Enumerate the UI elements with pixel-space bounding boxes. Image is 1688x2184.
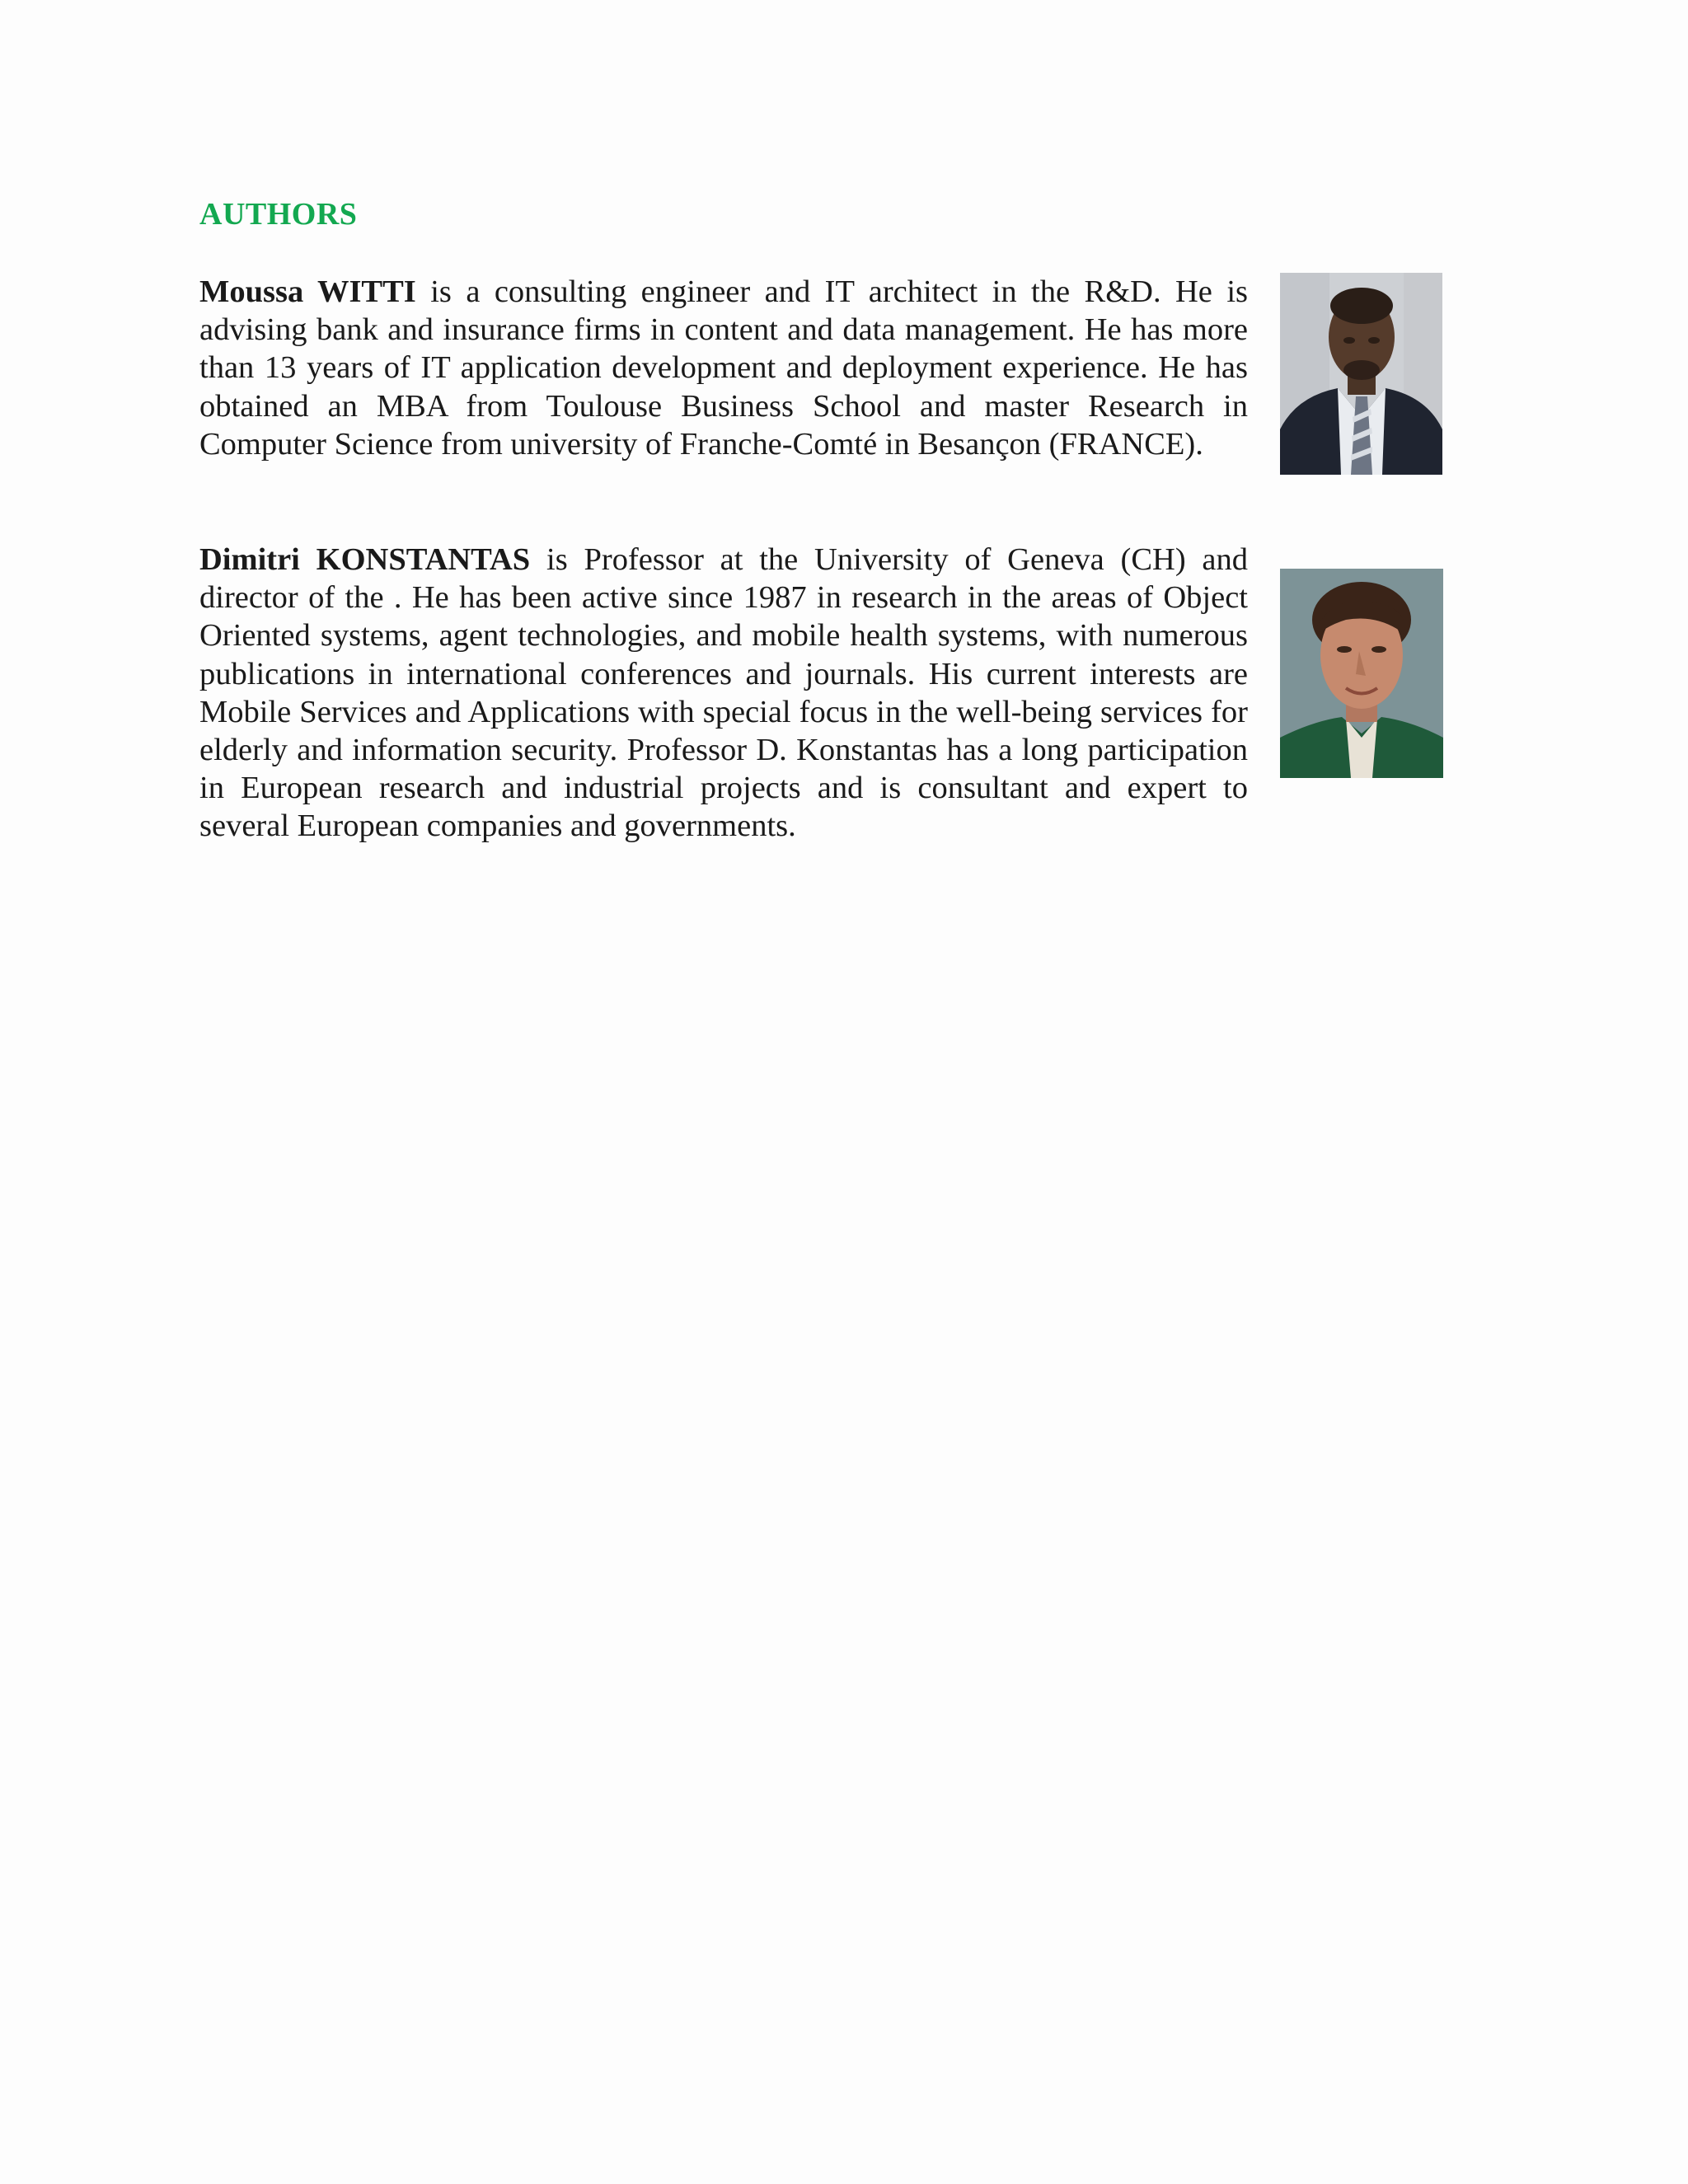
author-name: Dimitri KONSTANTAS — [199, 542, 531, 577]
author-bio-text: is Professor at the University of Geneva (CH) and director of the . He has been active since 1987 in research in the areas of Object Oriented systems, agent technologies, and mobile health systems, with numerous publications in international conferences and journals. His current interests are Mobile Services and Applications with special focus in the well-being services for elderly and information security. Professor D. Konstantas has a long participation in European research and industrial projects and is consultant and expert to several European companies and governments. — [199, 542, 1249, 844]
author-bio-text: is a consulting engineer and IT architect in the R&D. He is advising bank and insurance firms in content and data management. He has more than 13 years of IT application development and deployment experience. He has obtained an MBA from Toulouse Business School and master Research in Computer Science from university of Franche-Comté in Besançon (FRANCE). — [199, 274, 1249, 462]
author-name: Moussa WITTI — [199, 274, 416, 309]
author-photo-image — [1280, 273, 1442, 475]
author-bio — [199, 273, 1248, 463]
author-photo — [1280, 273, 1442, 475]
author-bio-block — [199, 273, 1248, 463]
author-bio — [199, 541, 1248, 846]
author-photo — [1280, 569, 1443, 778]
author-bio-block — [199, 541, 1248, 846]
author-photo-image — [1280, 569, 1443, 778]
section-title: AUTHORS — [199, 197, 358, 232]
